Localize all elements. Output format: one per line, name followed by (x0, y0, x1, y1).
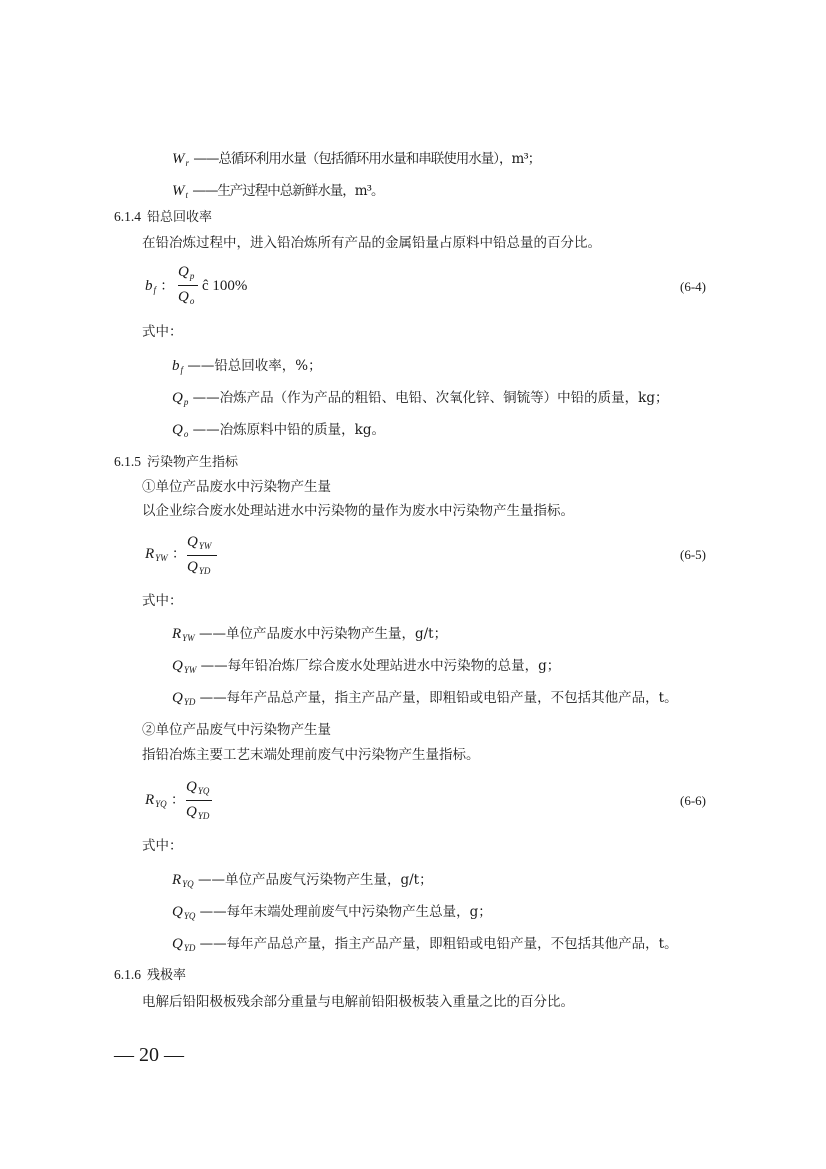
section-heading-6-1-6 (114, 966, 186, 985)
var-line: $Q_{YQ}$ ——每年末端处理前废气中污染物产生总量，g； (172, 904, 492, 921)
paragraph: 电解后铅阳极板残余部分重量与电解前铅阳极板装入重量之比的百分比。 (142, 994, 574, 1010)
var-line-wt (172, 182, 384, 204)
paragraph: 指铅冶炼主要工艺末端处理前废气中污染物产生量指标。 (142, 747, 480, 763)
formula-lhs: $R_{YQ}$ ： (145, 792, 185, 809)
var-line: $Q_p$ ——冶炼产品（作为产品的粗铅、电铅、次氧化锌、铜锍等）中铅的质量，kg； (172, 390, 669, 407)
equation-number: (6-4) (680, 279, 706, 294)
fraction: $Q_{YQ}$ $Q_{YD}$ (186, 779, 216, 825)
section-number: 6.1.5 (114, 454, 141, 469)
formula-lhs: $b_f$ ： (145, 278, 174, 295)
formula-tail: ĉ 100% (202, 278, 248, 294)
section-title: 铅总回收率 (147, 210, 213, 225)
var-line: $Q_{YD}$ ——每年产品总产量，指主产品产量，即粗铅或电铅产量，不包括其他产品，t。 (172, 690, 678, 707)
equation-number: (6-5) (680, 547, 706, 562)
var-line: $R_{YQ}$ ——单位产品废气污染物产生量，g/t； (172, 872, 433, 889)
symbol: $W_t$ (172, 183, 189, 200)
section-heading-6-1-5 (114, 453, 238, 472)
fraction-bar (187, 555, 217, 556)
symbol: $W_r$ (172, 151, 190, 168)
var-line: $R_{YW}$ ——单位产品废水中污染物产生量，g/t； (172, 626, 448, 643)
formula-lhs: $R_{YW}$ ： (145, 546, 186, 563)
fraction: $Q_{YW}$ $Q_{YD}$ (187, 534, 221, 580)
where-label: 式中： (142, 593, 183, 609)
var-line: $Q_{YW}$ ——每年铅冶炼厂综合废水处理站进水中污染物的总量，g； (172, 658, 561, 675)
fraction-bar (178, 285, 198, 286)
page-number: — 20 — (114, 1044, 184, 1066)
subheading: ①单位产品废水中污染物产生量 (142, 479, 331, 495)
section-number: 6.1.6 (114, 967, 141, 982)
definition: ——生产过程中总新鲜水量，m³。 (192, 183, 384, 199)
var-line: $Q_{YD}$ ——每年产品总产量，指主产品产量，即粗铅或电铅产量，不包括其他产品，t。 (172, 936, 678, 953)
paragraph: 在铅冶炼过程中，进入铅冶炼所有产品的金属铅量占原料中铅总量的百分比。 (142, 235, 601, 251)
var-line: $b_f$ ——铅总回收率，%； (172, 358, 322, 375)
section-number: 6.1.4 (114, 209, 141, 224)
section-heading-6-1-4 (114, 208, 212, 227)
where-label: 式中： (142, 838, 183, 854)
paragraph: 以企业综合废水处理站进水中污染物的量作为废水中污染物产生量指标。 (142, 503, 574, 519)
subheading: ②单位产品废气中污染物产生量 (142, 722, 331, 738)
var-line-wr (172, 150, 540, 172)
where-label: 式中： (142, 324, 183, 340)
definition: ——总循环利用水量（包括循环用水量和串联使用水量），m³； (193, 151, 541, 167)
var-line: $Q_o$ ——冶炼原料中铅的质量，kg。 (172, 422, 385, 439)
section-title: 残极率 (147, 968, 187, 983)
fraction-bar (186, 800, 212, 801)
section-title: 污染物产生指标 (147, 455, 239, 470)
fraction: $Q_p$ $Q_o$ (178, 264, 200, 310)
equation-number: (6-6) (680, 793, 706, 808)
